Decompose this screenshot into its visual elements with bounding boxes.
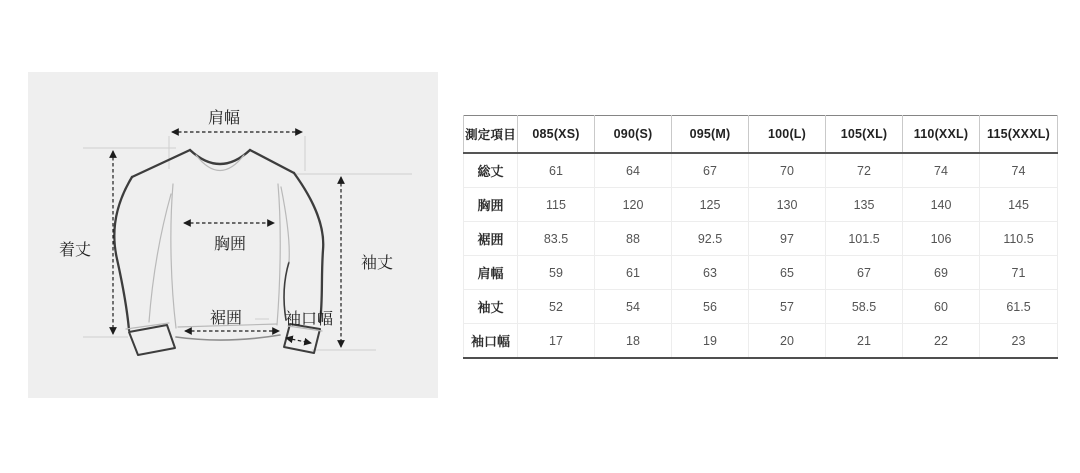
header-size-095-m: 095(M)	[672, 116, 749, 154]
cell-value: 18	[595, 324, 672, 359]
size-table-container	[463, 115, 1057, 359]
right-sleeve-inner-upper	[281, 187, 289, 262]
row-label: 袖丈	[464, 290, 518, 324]
chest-label: 胸囲	[213, 236, 247, 253]
header-measure-item: 測定項目	[464, 116, 518, 154]
cell-value: 56	[672, 290, 749, 324]
row-label: 裾囲	[464, 222, 518, 256]
cell-value: 61.5	[980, 290, 1058, 324]
cell-value: 67	[672, 153, 749, 188]
cell-value: 92.5	[672, 222, 749, 256]
cell-value: 21	[826, 324, 903, 359]
shoulder-width-label: 肩幅	[207, 110, 241, 127]
cell-value: 60	[903, 290, 980, 324]
header-size-115-xxxl: 115(XXXL)	[980, 116, 1058, 154]
cell-value: 145	[980, 188, 1058, 222]
row-label: 総丈	[464, 153, 518, 188]
cell-value: 110.5	[980, 222, 1058, 256]
cell-value: 54	[595, 290, 672, 324]
left-shoulder	[132, 150, 190, 177]
cell-value: 70	[749, 153, 826, 188]
table-row-sleeve-length	[464, 290, 1058, 324]
right-sleeve-outer	[294, 173, 323, 322]
cell-value: 83.5	[518, 222, 595, 256]
cell-value: 59	[518, 256, 595, 290]
guide-lines	[83, 136, 412, 350]
cell-value: 88	[595, 222, 672, 256]
table-row-chest	[464, 188, 1058, 222]
cuff-width-arrow	[286, 338, 311, 343]
header-size-100-l: 100(L)	[749, 116, 826, 154]
cell-value: 61	[595, 256, 672, 290]
sweater-measurement-diagram	[28, 72, 438, 398]
cell-value: 74	[980, 153, 1058, 188]
cell-value: 101.5	[826, 222, 903, 256]
sleeve-length-label: 袖丈	[360, 255, 394, 272]
collar-outer	[190, 150, 250, 164]
row-label: 袖口幅	[464, 324, 518, 359]
cell-value: 71	[980, 256, 1058, 290]
table-row-hem	[464, 222, 1058, 256]
cell-value: 20	[749, 324, 826, 359]
cell-value: 72	[826, 153, 903, 188]
cell-value: 106	[903, 222, 980, 256]
cell-value: 64	[595, 153, 672, 188]
cell-value: 23	[980, 324, 1058, 359]
left-cuff	[129, 325, 175, 355]
cell-value: 135	[826, 188, 903, 222]
row-label: 胸囲	[464, 188, 518, 222]
left-sleeve-inner	[149, 194, 171, 322]
cell-value: 58.5	[826, 290, 903, 324]
cell-value: 130	[749, 188, 826, 222]
cell-value: 65	[749, 256, 826, 290]
header-size-110-xxl: 110(XXL)	[903, 116, 980, 154]
cell-value: 140	[903, 188, 980, 222]
cell-value: 22	[903, 324, 980, 359]
cell-value: 74	[903, 153, 980, 188]
cell-value: 69	[903, 256, 980, 290]
body-left	[171, 184, 176, 328]
cuff-width-label: 袖口幅	[284, 311, 334, 328]
body-length-label: 着丈	[58, 242, 92, 259]
table-row-total-length	[464, 153, 1058, 188]
cell-value: 97	[749, 222, 826, 256]
cell-value: 67	[826, 256, 903, 290]
hem-bottom	[176, 335, 280, 340]
cell-value: 125	[672, 188, 749, 222]
header-size-090-s: 090(S)	[595, 116, 672, 154]
right-shoulder	[250, 150, 294, 173]
cell-value: 115	[518, 188, 595, 222]
table-row-cuff-width	[464, 324, 1058, 359]
cell-value: 17	[518, 324, 595, 359]
header-size-085-xs: 085(XS)	[518, 116, 595, 154]
size-table-header-row	[464, 116, 1058, 154]
cell-value: 61	[518, 153, 595, 188]
cell-value: 52	[518, 290, 595, 324]
body-right	[277, 184, 280, 325]
size-table	[463, 115, 1058, 359]
cell-value: 57	[749, 290, 826, 324]
hem-label: 裾囲	[209, 310, 243, 327]
collar-inner	[196, 155, 244, 171]
left-sleeve-outer	[114, 177, 132, 330]
cell-value: 63	[672, 256, 749, 290]
cell-value: 19	[672, 324, 749, 359]
header-size-105-xl: 105(XL)	[826, 116, 903, 154]
cell-value: 120	[595, 188, 672, 222]
row-label: 肩幅	[464, 256, 518, 290]
measurement-diagram-panel	[28, 72, 438, 398]
table-row-shoulder	[464, 256, 1058, 290]
